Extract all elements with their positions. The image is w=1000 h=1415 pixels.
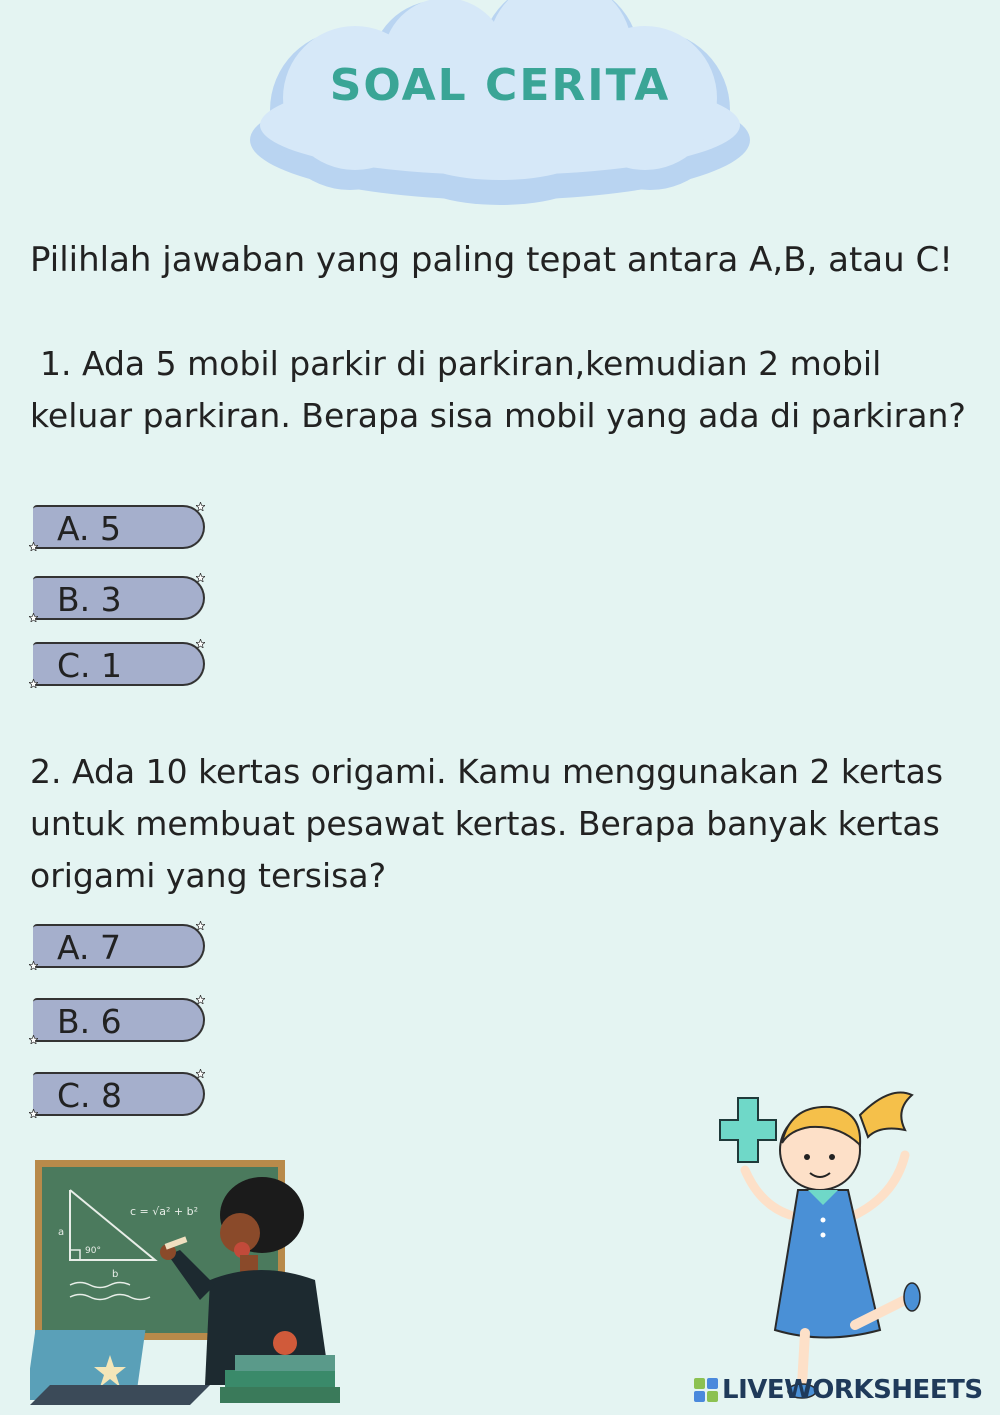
star-icon bbox=[196, 639, 205, 648]
girl-plus-sign-illustration bbox=[690, 1075, 930, 1405]
option-label: B. 6 bbox=[57, 1002, 122, 1041]
star-icon bbox=[196, 1069, 205, 1078]
question-1-text: 1. Ada 5 mobil parkir di parkiran,kemudian 2 mobil keluar parkiran. Berapa sisa mobil yang ada di parkiran? bbox=[30, 344, 966, 435]
star-icon bbox=[29, 1109, 38, 1118]
star-icon bbox=[196, 921, 205, 930]
brand-name: LIVEWORKSHEETS bbox=[722, 1375, 983, 1405]
question-2-text: 2. Ada 10 kertas origami. Kamu menggunakan 2 kertas untuk membuat pesawat kertas. Berapa banyak kertas origami yang tersisa? bbox=[30, 752, 944, 895]
page-title: SOAL CERITA bbox=[329, 60, 671, 111]
formula-label: c = √a² + b² bbox=[130, 1205, 199, 1218]
q1-option-c[interactable] bbox=[33, 642, 205, 686]
q2-option-a[interactable] bbox=[33, 924, 205, 968]
star-icon bbox=[196, 502, 205, 511]
liveworksheets-brand bbox=[694, 1374, 994, 1406]
star-icon bbox=[196, 573, 205, 582]
q2-option-b[interactable] bbox=[33, 998, 205, 1042]
side-b-label: b bbox=[112, 1269, 119, 1280]
option-label: C. 8 bbox=[57, 1076, 123, 1115]
instruction-text: Pilihlah jawaban yang paling tepat antara A,B, atau C! bbox=[30, 240, 953, 280]
teacher-chalkboard-illustration bbox=[30, 1155, 350, 1410]
option-label: B. 3 bbox=[57, 580, 122, 619]
star-icon bbox=[29, 1035, 38, 1044]
star-icon bbox=[29, 961, 38, 970]
star-icon bbox=[29, 613, 38, 622]
q1-option-b[interactable] bbox=[33, 576, 205, 620]
star-icon bbox=[29, 679, 38, 688]
angle-label: 90° bbox=[85, 1246, 101, 1256]
q1-option-a[interactable] bbox=[33, 505, 205, 549]
liveworksheets-logo-icon bbox=[694, 1378, 718, 1402]
option-label: C. 1 bbox=[57, 646, 123, 685]
star-icon bbox=[29, 542, 38, 551]
side-a-label: a bbox=[58, 1227, 65, 1238]
option-label: A. 5 bbox=[57, 509, 121, 548]
star-icon bbox=[196, 995, 205, 1004]
q2-option-c[interactable] bbox=[33, 1072, 205, 1116]
option-label: A. 7 bbox=[57, 928, 121, 967]
